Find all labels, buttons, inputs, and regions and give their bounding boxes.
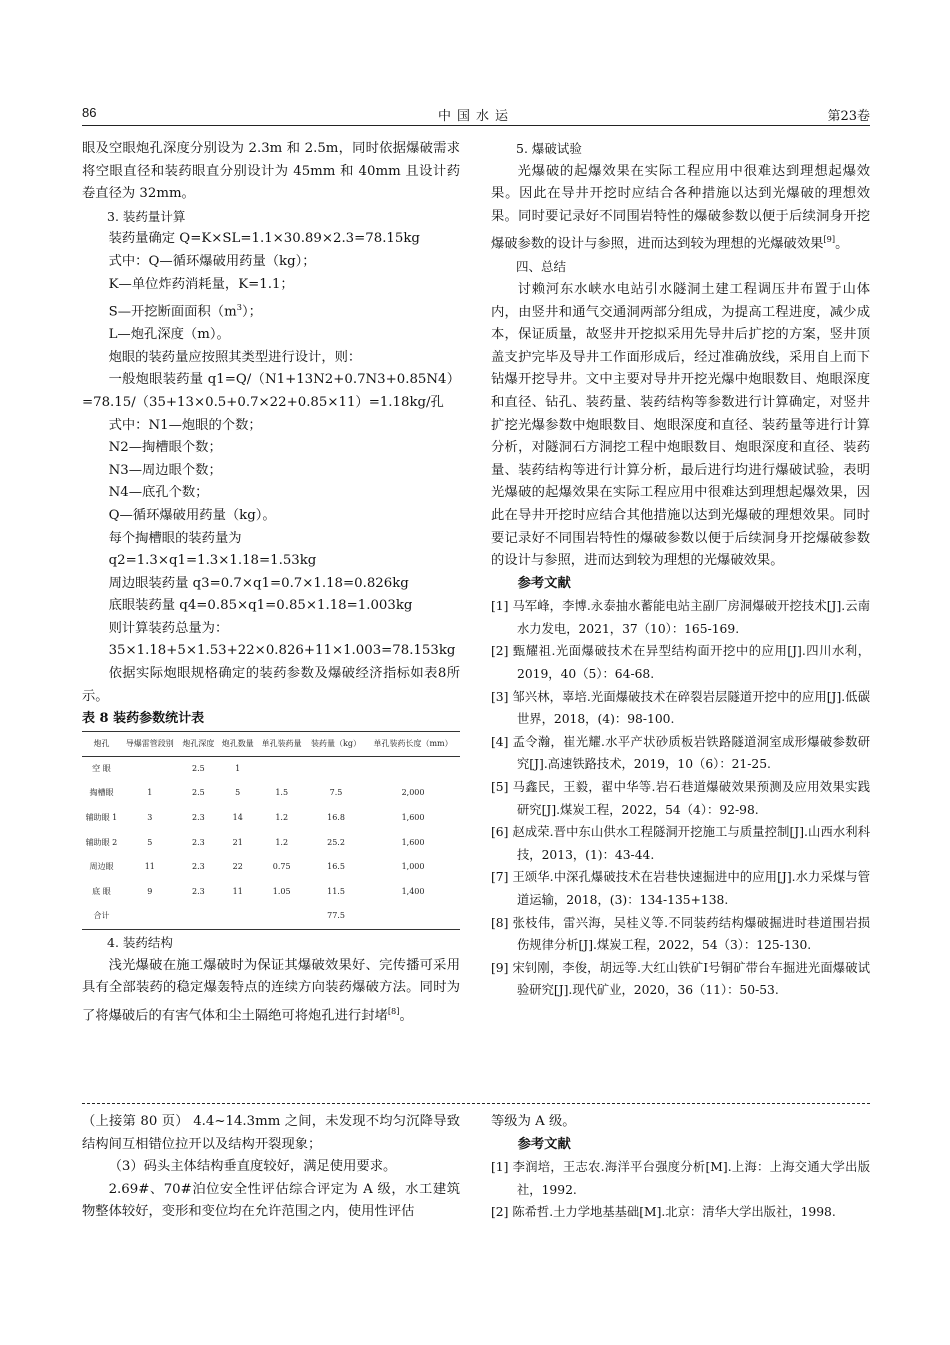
- column-header: 单孔装药长度（mm）: [366, 731, 460, 756]
- paragraph: 眼及空眼炮孔深度分别设为 2.3m 和 2.5m，同时依据爆破需求将空眼直径和装药眼直分别设计为 45mm 和 40mm 且设计药卷直径为 32mm。: [82, 141, 460, 202]
- table-row: 掏槽眼 1 2.5 5 1.5 7.5 2,000: [89, 788, 425, 798]
- right-column: [491, 138, 870, 1002]
- table-header-row: [82, 731, 460, 756]
- references-heading: 参考文献: [517, 1136, 571, 1152]
- header-rule: [82, 125, 870, 126]
- formula-line: 35×1.18+5×1.53+22×0.826+11×1.003=78.153kg: [108, 643, 456, 659]
- reference-item: [7] 王颂华.中深孔爆破技术在岩巷快速掘进中的应用[J].水力采煤与管道运输，2018，(3)：134-135+138.: [491, 870, 870, 908]
- reference-item: [3] 邹兴林，辜培.光面爆破技术在碎裂岩层隧道开挖中的应用[J].低碳世界，2018，(4)：98-100.: [491, 689, 870, 727]
- column-header: 炮孔数量: [218, 731, 257, 756]
- running-header: [82, 105, 870, 127]
- column-header: 导爆雷管段别: [121, 731, 179, 756]
- definition-line: 式中：Q—循环爆破用药量（kg）；: [108, 253, 316, 269]
- formula-line: q2=1.3×q1=1.3×1.18=1.53kg: [108, 553, 317, 569]
- definition-line: N2—掏槽眼个数；: [108, 440, 222, 456]
- table-row: 辅助眼 2 5 2.3 21 1.2 25.2 1,600: [85, 837, 425, 847]
- paragraph: 依据实际炮眼规格确定的装药参数及爆破经济指标如表8所示。: [82, 666, 460, 704]
- continuation-right: [491, 1111, 870, 1224]
- volume-label: 第23卷: [827, 109, 870, 124]
- formula-line: 一般炮眼装药量 q1=Q/（N1+13N2+0.7N3+0.85N4）=78.15/（35+13×0.5+0.7×22+0.85×11）=1.18kg/孔: [82, 372, 460, 410]
- definition-line: Q—循环爆破用药量（kg）。: [108, 507, 276, 523]
- column-header: 炮孔深度: [179, 731, 218, 756]
- citation-ref: [9]: [823, 234, 836, 245]
- reference-item: [4] 孟令瀚，崔光耀.水平产状砂质板岩铁路隧道洞室成形爆破参数研究[J].高速铁路技术，2019，10（6）：21-25.: [491, 734, 870, 772]
- paragraph: 炮眼的装药量应按照其类型进行设计，则：: [108, 349, 362, 365]
- table-total-row: 合计 77.5: [82, 904, 460, 929]
- paragraph: （3）码头主体结构垂直度较好，满足使用要求。: [108, 1159, 397, 1175]
- definition-line: N4—底孔个数；: [108, 485, 209, 501]
- citation-ref: [8]: [387, 1005, 400, 1016]
- reference-item: [9] 宋钊刚，李俊，胡远等.大红山铁矿Ⅰ号铜矿带台车掘进光面爆破试验研究[J].现代矿业，2020，36（11）：50-53.: [491, 960, 870, 998]
- section-heading: 5. 爆破试验: [516, 141, 582, 156]
- definition-line: L—炮孔深度（m）。: [108, 327, 230, 343]
- reference-item: [8] 张枝伟，雷兴海，吴桂义等.不同装药结构爆破掘进时巷道围岩损伤规律分析[J].煤炭工程，2022，54（3）：125-130.: [491, 915, 870, 953]
- definition-line: S—开挖断面面积$(m^3)$；: [108, 302, 262, 320]
- paragraph: 则计算装药总量为：: [108, 620, 229, 636]
- table-caption: 表 8 装药参数统计表: [82, 711, 205, 727]
- reference-item: [2] 陈希哲.土力学地基基础[M].北京：清华大学出版社，1998.: [491, 1205, 836, 1220]
- left-column: [82, 138, 460, 1028]
- definition-line: K—单位炸药消耗量，K=1.1；: [108, 276, 294, 292]
- paragraph: 等级为 A 级。: [491, 1114, 576, 1129]
- reference-item: [5] 马鑫民，王毅，翟中华等.岩石巷道爆破效果预测及应用效果实践研究[J].煤炭工程，2022，54（4）：92-98.: [491, 780, 870, 817]
- paragraph: 每个掏槽眼的装药量为: [108, 530, 242, 546]
- table-row: 空 眼 2.5 1: [92, 763, 241, 773]
- table-row: 周边眼 11 2.3 22 0.75 16.5 1,000: [89, 862, 425, 872]
- paragraph: 2.69#、70#泊位安全性评估综合评定为 A 级，水工建筑物整体较好，变形和变位均在允许范围之内，使用性评估: [82, 1181, 460, 1220]
- page-number: 86: [82, 105, 97, 120]
- reference-item: [1] 李润培，王志农.海洋平台强度分析[M].上海：上海交通大学出版社，1992.: [491, 1160, 870, 1197]
- paragraph: 讨赖河东水峡水电站引水隧洞土建工程调压井布置于山体内，由竖井和通气交通洞两部分组成，为提高工程进度，减少成本，保证质量，故竖井开挖拟采用先导井后扩挖的方案，竖井顶盖支护完毕及导井工作面形成后，经过准确放线，采用自上而下钻爆开挖导井。文中主要对导井开挖光爆中炮眼数目、炮眼深度和直径、钻孔、装药量、装药结构等参数进行计算确定，对竖井扩挖光爆参数中炮眼数目、炮眼深度和直径、装药量等进行计算分析，对隧洞石方洞挖工程中炮眼数目、炮眼深度和直径、装药量、装药结构等进行计算分析，最后进行均进行爆破试验，表明光爆破的起爆效果在实际工程应用中很难达到理想起爆效果，因此在导井开挖时应结合其他措施以达到光爆破的理想效果。同时要记录好不同围岩特性的爆破参数以便于后续洞身开挖爆破参数的设计与参照，进而达到较为理想的光爆破效果。: [491, 281, 870, 569]
- definition-line: N3—周边眼个数；: [108, 462, 222, 478]
- charge-parameter-table: [82, 731, 460, 930]
- reference-item: [2] 甄耀祖.光面爆破技术在异型结构面开挖中的应用[J].四川水利，2019，40（5）：64-68.: [491, 644, 870, 682]
- formula-line: 周边眼装药量 q3=0.7×q1=0.7×1.18=0.826kg: [108, 575, 409, 591]
- paragraph: 浅光爆破在施工爆破时为保证其爆破效果好、完传播可采用具有全部装药的稳定爆轰特点的连续方向装药爆破方法。同时为了将爆破后的有害气体和尘土隔绝可将炮孔进行封堵[8]。: [82, 957, 460, 1024]
- reference-list: [491, 1156, 870, 1224]
- formula-line: 装药量确定 Q=K×SL=1.1×30.89×2.3=78.15kg: [108, 231, 420, 247]
- column-header: 装药量（kg）: [306, 731, 366, 756]
- table-row: 辅助眼 1 3 2.3 14 1.2 16.8 1,600: [85, 813, 425, 823]
- references-heading: 参考文献: [517, 575, 571, 591]
- journal-title: 中国水运: [437, 109, 514, 124]
- section-heading: 3. 装药量计算: [107, 208, 186, 224]
- formula-line: 底眼装药量 q4=0.85×q1=0.85×1.18=1.003kg: [108, 598, 413, 614]
- reference-item: [1] 马军峰，李博.永泰抽水蓄能电站主副厂房洞爆破开挖技术[J].云南水力发电，2021，37（10）：165-169.: [491, 599, 870, 636]
- section-divider: [82, 1103, 870, 1104]
- reference-item: [6] 赵成荣.晋中东山供水工程隧洞开挖施工与质量控制[J].山西水利科技，2013，(1)：43-44.: [491, 825, 870, 862]
- column-header: 炮孔: [82, 731, 121, 756]
- continuation-left: [82, 1111, 460, 1224]
- reference-list: [491, 595, 870, 1002]
- column-header: 单孔装药量: [257, 731, 306, 756]
- paragraph: 光爆破的起爆效果在实际工程应用中很难达到理想起爆效果。因此在导井开挖时应结合各种措施以达到光爆破的理想效果。同时要记录好不同围岩特性的爆破参数以便于后续洞身开挖爆破参数的设计与参照，进而达到较为理想的光爆破效果[9]。: [491, 163, 870, 252]
- definition-line: 式中：N1—炮眼的个数；: [108, 417, 262, 433]
- paragraph: （上接第 80 页） 4.4~14.3mm 之间，未发现不均匀沉降导致结构间互相错位拉开以及结构开裂现象；: [82, 1114, 460, 1152]
- section-heading: 4. 装药结构: [107, 935, 173, 951]
- table-row: 底 眼 9 2.3 11 1.05 11.5 1,400: [92, 886, 425, 896]
- section-heading: 四、总结: [516, 259, 567, 275]
